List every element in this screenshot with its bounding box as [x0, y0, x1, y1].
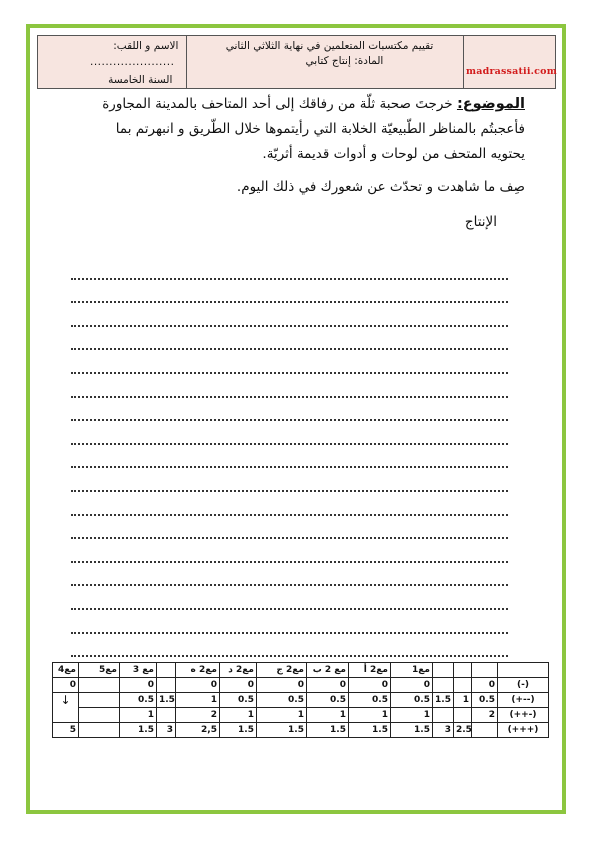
grading-grid: [52, 662, 549, 738]
grid-score-cell: [157, 678, 176, 693]
writing-line[interactable]: [71, 256, 508, 280]
instruction: صِف ما شاهدت و تحدّث عن شعورك في ذلك اليوم.: [236, 179, 525, 195]
grid-header-row: [53, 663, 549, 678]
grid-score-cell: 0.5: [472, 693, 498, 708]
grid-score-cell: [433, 678, 454, 693]
grid-score-cell: 3: [433, 723, 454, 738]
grid-score-cell: 0.5: [349, 693, 391, 708]
grid-score-cell: 1.5: [391, 723, 433, 738]
writing-line[interactable]: [71, 586, 508, 610]
writing-line[interactable]: [71, 303, 508, 327]
grid-row: [53, 693, 549, 708]
writing-area[interactable]: [71, 256, 508, 657]
writing-line[interactable]: [71, 350, 508, 374]
grid-score-cell: 2,5: [176, 723, 220, 738]
evaluation-title: تقييم مكتسبات المتعلمين في نهاية الثلاثي الثاني: [225, 40, 434, 52]
grid-score-cell: 0: [53, 678, 79, 693]
grid-header-cell: مع5: [79, 663, 120, 678]
grid-row: [53, 723, 549, 738]
grid-score-cell: [472, 723, 498, 738]
name-label: الاسم و اللقب:: [113, 40, 179, 52]
topic-text-1: خرجتَ صحبة ثلّة من رفاقك إلى أحد المتاحف بالمدينة المجاورة: [102, 96, 453, 112]
grid-row: [53, 678, 549, 693]
grid-score-cell: 1: [391, 708, 433, 723]
topic-line-1: [102, 96, 525, 112]
grid-score-cell: 2: [472, 708, 498, 723]
grid-header-cell: مع4: [53, 663, 79, 678]
grid-score-cell: 1.5: [120, 723, 157, 738]
grid-score-cell: 1: [454, 693, 472, 708]
production-label: الإنتاج: [464, 214, 497, 230]
header-student-cell: [38, 36, 187, 88]
grid-header-cell: [472, 663, 498, 678]
writing-line[interactable]: [71, 468, 508, 492]
site-watermark: madrassatii.com: [466, 66, 557, 77]
writing-line[interactable]: [71, 327, 508, 351]
grid-header-cell: مع 2 ب: [307, 663, 349, 678]
grid-header-cell: مع2 د: [220, 663, 257, 678]
grid-score-cell: 1.5: [433, 693, 454, 708]
grid-criterion-label: (++-): [498, 708, 549, 723]
grid-score-cell: 0.5: [120, 693, 157, 708]
down-arrow-icon: ↓: [60, 693, 71, 708]
grid-score-cell: 0.5: [257, 693, 307, 708]
grid-score-cell: [454, 678, 472, 693]
grid-score-cell: 2: [176, 708, 220, 723]
grid-header-cell: [157, 663, 176, 678]
grid-score-cell: 1: [220, 708, 257, 723]
writing-line[interactable]: [71, 492, 508, 516]
grid-score-cell: 0: [307, 678, 349, 693]
grid-score-cell: 1.5: [220, 723, 257, 738]
grid-score-cell: 0.5: [391, 693, 433, 708]
grid-header-cell: مع2 ه: [176, 663, 220, 678]
writing-line[interactable]: [71, 445, 508, 469]
topic-line-3: يحتويه المتحف من لوحات و أدوات قديمة أثريّة.: [262, 146, 525, 162]
grid-header-cell: مع2 أ: [349, 663, 391, 678]
grid-score-cell: [79, 708, 120, 723]
grid-score-cell: 0: [220, 678, 257, 693]
writing-line[interactable]: [71, 634, 508, 658]
grid-score-cell: 1.5: [157, 693, 176, 708]
grid-header-cell: مع 3: [120, 663, 157, 678]
name-input-dots[interactable]: ......................: [89, 56, 175, 68]
writing-line[interactable]: [71, 610, 508, 634]
subject-label: المادة: إنتاج كتابي: [305, 55, 384, 67]
grid-score-cell: [53, 693, 79, 708]
grid-score-cell: 0.5: [307, 693, 349, 708]
grid-criterion-label: (+++): [498, 723, 549, 738]
grid-score-cell: 1: [257, 708, 307, 723]
grid-criterion-label: (-): [498, 678, 549, 693]
grid-criterion-label: (+--): [498, 693, 549, 708]
writing-line[interactable]: [71, 421, 508, 445]
grid-score-cell: [157, 708, 176, 723]
grid-score-cell: 0: [257, 678, 307, 693]
topic-label: الموضوع:: [456, 96, 525, 112]
grid-score-cell: [79, 693, 120, 708]
grid-score-cell: 1: [176, 693, 220, 708]
grid-score-cell: [454, 708, 472, 723]
grid-score-cell: 5: [53, 723, 79, 738]
grid-score-cell: 1.5: [349, 723, 391, 738]
grid-header-cell: [433, 663, 454, 678]
grid-score-cell: 1.5: [257, 723, 307, 738]
grid-score-cell: [53, 708, 79, 723]
grid-score-cell: [433, 708, 454, 723]
grid-score-cell: 0.5: [220, 693, 257, 708]
topic-line-2: فأعجبتُم بالمناظر الطّبيعيّة الخلابة التي رأيتموها خلال الطّريق و انبهرتم بما: [115, 121, 525, 137]
grid-score-cell: 1: [120, 708, 157, 723]
grid-score-cell: 1: [307, 708, 349, 723]
writing-line[interactable]: [71, 539, 508, 563]
grid-score-cell: 0: [391, 678, 433, 693]
grid-score-cell: 0: [349, 678, 391, 693]
grid-score-cell: 3: [157, 723, 176, 738]
writing-line[interactable]: [71, 516, 508, 540]
grid-header-cell: مع1: [391, 663, 433, 678]
header-table: [37, 35, 556, 89]
grid-score-cell: 0: [176, 678, 220, 693]
header-title-cell: [187, 36, 464, 88]
grid-header-cell: [498, 663, 549, 678]
grid-score-cell: 0: [120, 678, 157, 693]
grade-label: السنة الخامسة: [108, 74, 173, 86]
grid-header-cell: [454, 663, 472, 678]
header-blank-cell: [464, 36, 555, 88]
grid-score-cell: 2.5: [454, 723, 472, 738]
writing-line[interactable]: [71, 280, 508, 304]
writing-line[interactable]: [71, 563, 508, 587]
grid-row: [53, 708, 549, 723]
grid-score-cell: 1.5: [307, 723, 349, 738]
grid-score-cell: [79, 678, 120, 693]
grid-score-cell: 1: [349, 708, 391, 723]
writing-line[interactable]: [71, 398, 508, 422]
grid-header-cell: مع2 ج: [257, 663, 307, 678]
grid-score-cell: 0: [472, 678, 498, 693]
writing-line[interactable]: [71, 374, 508, 398]
grid-score-cell: [79, 723, 120, 738]
